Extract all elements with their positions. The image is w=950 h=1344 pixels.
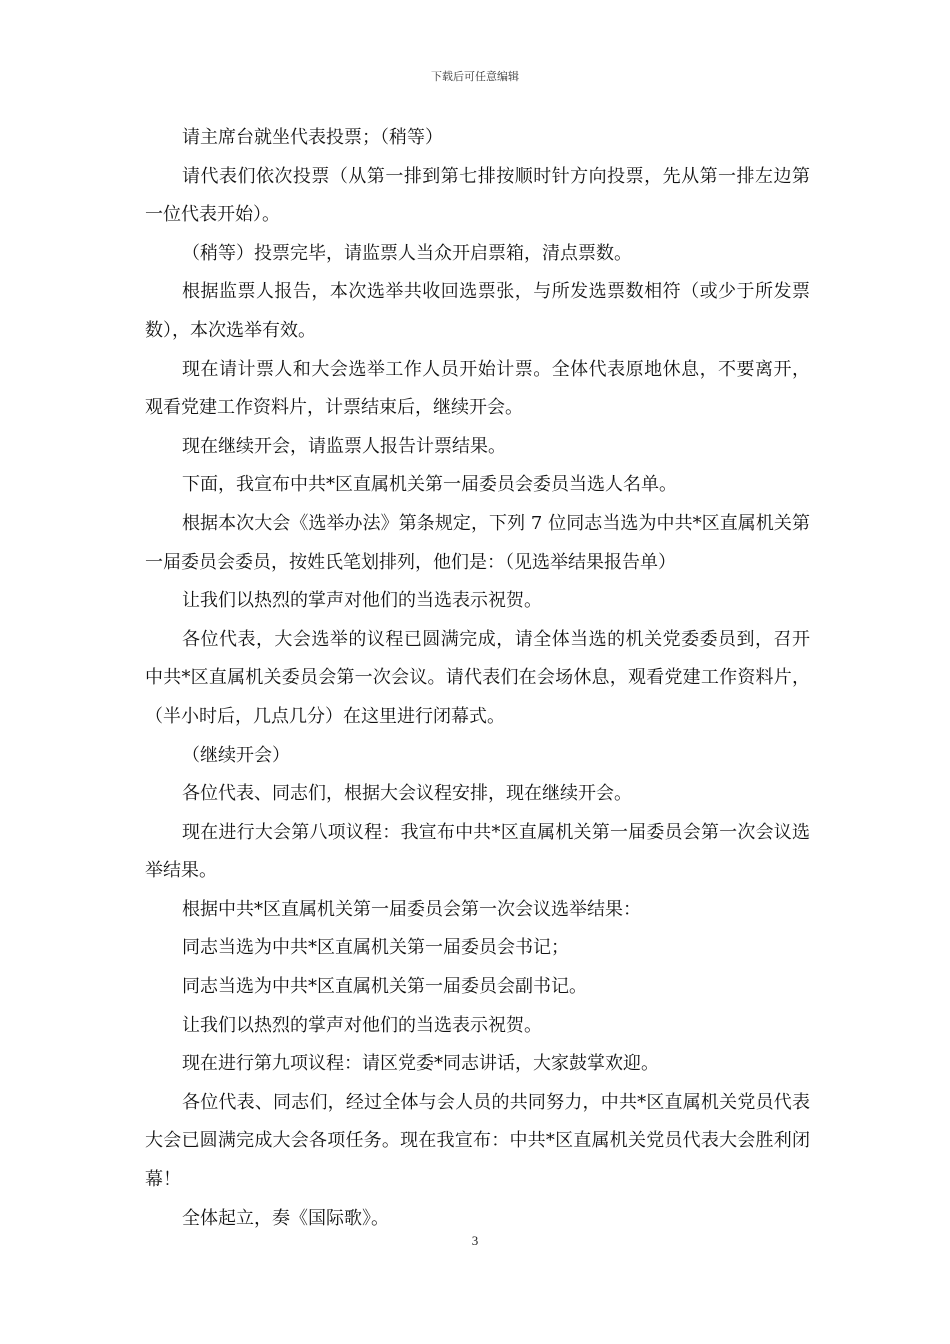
paragraph: 全体起立，奏《国际歌》。: [182, 1207, 389, 1229]
paragraph: 现在进行大会第八项议程：我宣布中共*区直属机关第一届委员会第一次会议选举结果。: [145, 821, 810, 882]
paragraph: 各位代表，大会选举的议程已圆满完成，请全体当选的机关党委委员到，召开中共*区直属机关委员会第一次会议。请代表们在会场休息，观看党建工作资料片，（半小时后，几点几分）在这里进行闭幕式。: [145, 628, 810, 727]
paragraph: 各位代表、同志们，根据大会议程安排，现在继续开会。: [182, 783, 632, 805]
paragraph: 各位代表、同志们，经过全体与会人员的共同努力，中共*区直属机关党员代表大会已圆满完成大会各项任务。现在我宣布：中共*区直属机关党员代表大会胜利闭幕！: [145, 1091, 810, 1191]
paragraph: （继续开会）: [182, 744, 290, 766]
paragraph: 请代表们依次投票（从第一排到第七排按顺时针方向投票，先从第一排左边第一位代表开始）。: [145, 165, 810, 226]
page-number: 3: [471, 1233, 479, 1248]
paragraph: 根据中共*区直属机关第一届委员会第一次会议选举结果：: [182, 898, 641, 920]
paragraph: 根据本次大会《选举办法》第条规定，下列 7 位同志当选为中共*区直属机关第一届委员会委员，按姓氏笔划排列，他们是：（见选举结果报告单）: [145, 512, 810, 573]
paragraph: 同志当选为中共*区直属机关第一届委员会书记；: [182, 937, 569, 959]
document-body: [145, 119, 810, 1238]
paragraph: 根据监票人报告，本次选举共收回选票张，与所发选票数相符（或少于所发票数），本次选举有效。: [145, 281, 810, 341]
paragraph: 请主席台就坐代表投票；（稍等）: [182, 127, 443, 148]
paragraph: 现在继续开会，请监票人报告计票结果。: [182, 435, 506, 457]
paragraph: 同志当选为中共*区直属机关第一届委员会副书记。: [182, 976, 587, 998]
paragraph: 现在请计票人和大会选举工作人员开始计票。全体代表原地休息，不要离开，观看党建工作资料片，计票结束后，继续开会。: [145, 358, 810, 419]
paragraph: 让我们以热烈的掌声对他们的当选表示祝贺。: [182, 1014, 542, 1036]
page-header: 下载后可任意编辑: [431, 70, 519, 83]
paragraph: （稍等）投票完毕，请监票人当众开启票箱，清点票数。: [182, 242, 632, 264]
paragraph: 现在进行第九项议程：请区党委*同志讲话，大家鼓掌欢迎。: [182, 1053, 659, 1075]
paragraph: 下面，我宣布中共*区直属机关第一届委员会委员当选人名单。: [182, 474, 677, 496]
paragraph: 让我们以热烈的掌声对他们的当选表示祝贺。: [182, 590, 542, 612]
